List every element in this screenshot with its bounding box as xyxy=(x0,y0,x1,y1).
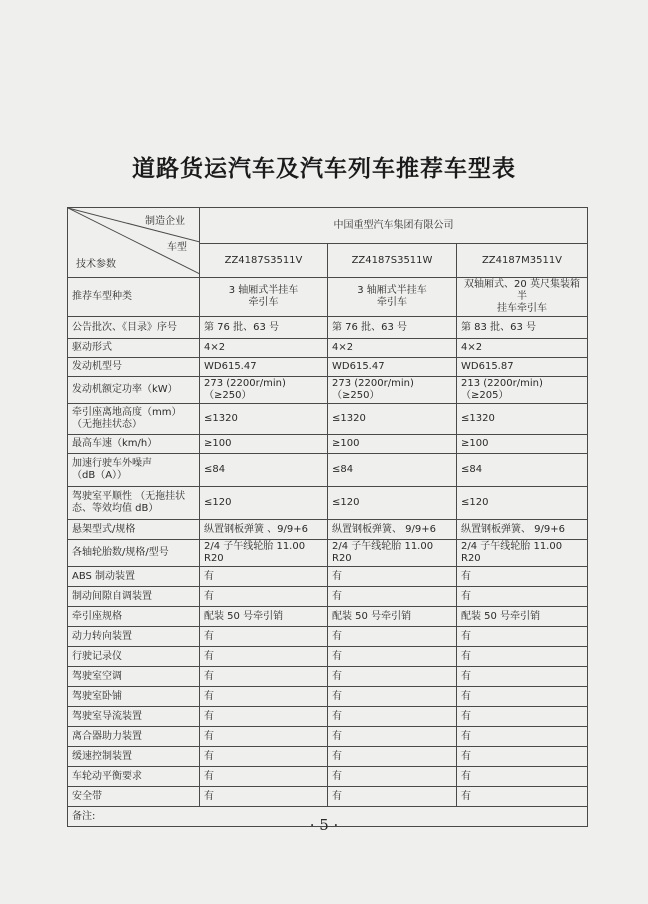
remarks-label: 备注: xyxy=(68,807,588,827)
row-label: 驾驶室卧铺 xyxy=(68,687,200,707)
manufacturer-name: 中国重型汽车集团有限公司 xyxy=(200,208,588,244)
table-cell: 有 xyxy=(200,647,328,667)
row-label: 悬架型式/规格 xyxy=(68,520,200,540)
table-cell: 273 (2200r/min) （≥250） xyxy=(200,377,328,404)
table-cell: 有 xyxy=(457,627,588,647)
row-label: 驱动形式 xyxy=(68,339,200,358)
table-cell: 213 (2200r/min) （≥205） xyxy=(457,377,588,404)
table-cell: 有 xyxy=(200,787,328,807)
row-label: 加速行驶车外噪声 （dB（A）） xyxy=(68,454,200,487)
table-row xyxy=(68,317,588,339)
table-row xyxy=(68,687,588,707)
table-cell: 有 xyxy=(200,567,328,587)
table-cell: ≤84 xyxy=(457,454,588,487)
table-cell: 有 xyxy=(200,707,328,727)
table-cell: 配装 50 号牵引销 xyxy=(457,607,588,627)
table-row xyxy=(68,647,588,667)
table-cell: 有 xyxy=(328,627,457,647)
table-cell: ≤120 xyxy=(200,487,328,520)
row-label: 安全带 xyxy=(68,787,200,807)
table-cell: 有 xyxy=(200,727,328,747)
table-row xyxy=(68,587,588,607)
table-cell: ≥100 xyxy=(328,435,457,454)
table-cell: 有 xyxy=(200,747,328,767)
header-diagonal-cell xyxy=(68,208,200,278)
table-cell: 有 xyxy=(457,647,588,667)
table-cell: ≤1320 xyxy=(200,404,328,435)
row-label: 牵引座规格 xyxy=(68,607,200,627)
model-name: ZZ4187S3511W xyxy=(328,244,457,278)
row-label: 车轮动平衡要求 xyxy=(68,767,200,787)
table-cell: ≤120 xyxy=(328,487,457,520)
table-row xyxy=(68,567,588,587)
table-cell: 有 xyxy=(200,627,328,647)
header-row-manufacturer xyxy=(68,208,588,244)
table-cell: 273 (2200r/min) （≥250） xyxy=(328,377,457,404)
table-cell: 配装 50 号牵引销 xyxy=(328,607,457,627)
table-cell: 有 xyxy=(200,667,328,687)
table-row xyxy=(68,747,588,767)
table-cell: ≤84 xyxy=(200,454,328,487)
table-cell: 4×2 xyxy=(200,339,328,358)
table-row xyxy=(68,377,588,404)
table-cell: 有 xyxy=(457,567,588,587)
row-label: 驾驶室导流装置 xyxy=(68,707,200,727)
table-cell: 第 76 批、63 号 xyxy=(200,317,328,339)
table-row xyxy=(68,487,588,520)
table-cell: 2/4 子午线轮胎 11.00 R20 xyxy=(200,540,328,567)
table-row xyxy=(68,727,588,747)
table-cell: ≤1320 xyxy=(457,404,588,435)
table-cell: ≤1320 xyxy=(328,404,457,435)
row-label: 动力转向装置 xyxy=(68,627,200,647)
table-cell: 有 xyxy=(457,587,588,607)
row-label: ABS 制动装置 xyxy=(68,567,200,587)
table-cell: 有 xyxy=(328,707,457,727)
table-cell: 有 xyxy=(200,587,328,607)
table-cell: 4×2 xyxy=(457,339,588,358)
table-row xyxy=(68,454,588,487)
table-cell: 有 xyxy=(457,727,588,747)
table-cell: 第 83 批、63 号 xyxy=(457,317,588,339)
table-cell: 有 xyxy=(328,647,457,667)
table-row xyxy=(68,707,588,727)
row-label: 行驶记录仪 xyxy=(68,647,200,667)
table-cell: 有 xyxy=(457,767,588,787)
row-label: 公告批次、《目录》序号 xyxy=(68,317,200,339)
table-row xyxy=(68,278,588,317)
table-cell: 4×2 xyxy=(328,339,457,358)
table-cell: 有 xyxy=(457,667,588,687)
table-row xyxy=(68,404,588,435)
table-cell: 2/4 子午线轮胎 11.00 R20 xyxy=(457,540,588,567)
table-row xyxy=(68,667,588,687)
param-header-label: 技术参数 xyxy=(76,259,116,270)
table-cell: 有 xyxy=(328,787,457,807)
table-row xyxy=(68,787,588,807)
table-cell: WD615.47 xyxy=(328,358,457,377)
model-name: ZZ4187S3511V xyxy=(200,244,328,278)
row-label: 离合器助力装置 xyxy=(68,727,200,747)
table-cell: 3 轴厢式半挂车 牵引车 xyxy=(200,278,328,317)
model-header-label: 车型 xyxy=(167,242,187,253)
row-label: 缓速控制装置 xyxy=(68,747,200,767)
table-cell: 有 xyxy=(328,587,457,607)
model-name: ZZ4187M3511V xyxy=(457,244,588,278)
table-cell: 有 xyxy=(200,687,328,707)
page-number: · 5 · xyxy=(309,816,339,834)
table-row xyxy=(68,358,588,377)
table-cell: 2/4 子午线轮胎 11.00 R20 xyxy=(328,540,457,567)
table-row xyxy=(68,767,588,787)
table-cell: 有 xyxy=(200,767,328,787)
table-cell: ≤84 xyxy=(328,454,457,487)
table-cell: 有 xyxy=(328,667,457,687)
row-label: 驾驶室空调 xyxy=(68,667,200,687)
row-label: 发动机额定功率（kW） xyxy=(68,377,200,404)
manufacturer-header-label: 制造企业 xyxy=(145,216,185,227)
row-label: 发动机型号 xyxy=(68,358,200,377)
table-cell: 纵置钢板弹簧 、9/9+6 xyxy=(200,520,328,540)
table-cell: 双轴厢式、20 英尺集装箱半 挂车牵引车 xyxy=(457,278,588,317)
row-label: 各轴轮胎数/规格/型号 xyxy=(68,540,200,567)
row-label: 牵引座离地高度（mm） （无拖挂状态） xyxy=(68,404,200,435)
table-cell: WD615.87 xyxy=(457,358,588,377)
table-cell: 有 xyxy=(457,687,588,707)
row-label: 驾驶室平顺性 （无拖挂状 态、等效均值 dB） xyxy=(68,487,200,520)
row-label: 最高车速（km/h） xyxy=(68,435,200,454)
table-cell: 有 xyxy=(457,747,588,767)
table-cell: 3 轴厢式半挂车 牵引车 xyxy=(328,278,457,317)
row-label: 制动间隙自调装置 xyxy=(68,587,200,607)
page-title: 道路货运汽车及汽车列车推荐车型表 xyxy=(132,155,516,182)
row-label: 推荐车型种类 xyxy=(68,278,200,317)
table-cell: 有 xyxy=(328,687,457,707)
table-cell: ≥100 xyxy=(200,435,328,454)
table-row xyxy=(68,435,588,454)
table-cell: 有 xyxy=(328,727,457,747)
table-row xyxy=(68,339,588,358)
table-cell: 纵置钢板弹簧、 9/9+6 xyxy=(328,520,457,540)
table-cell: 有 xyxy=(457,707,588,727)
table-row xyxy=(68,540,588,567)
table-cell: 第 76 批、63 号 xyxy=(328,317,457,339)
table-cell: ≥100 xyxy=(457,435,588,454)
table-cell: 有 xyxy=(457,787,588,807)
table-cell: WD615.47 xyxy=(200,358,328,377)
table-row xyxy=(68,520,588,540)
table-row xyxy=(68,607,588,627)
table-cell: 纵置钢板弹簧、 9/9+6 xyxy=(457,520,588,540)
recommended-vehicle-table xyxy=(67,207,588,827)
table-cell: ≤120 xyxy=(457,487,588,520)
table-row xyxy=(68,627,588,647)
table-cell: 有 xyxy=(328,567,457,587)
table-cell: 有 xyxy=(328,747,457,767)
table-cell: 配装 50 号牵引销 xyxy=(200,607,328,627)
table-cell: 有 xyxy=(328,767,457,787)
